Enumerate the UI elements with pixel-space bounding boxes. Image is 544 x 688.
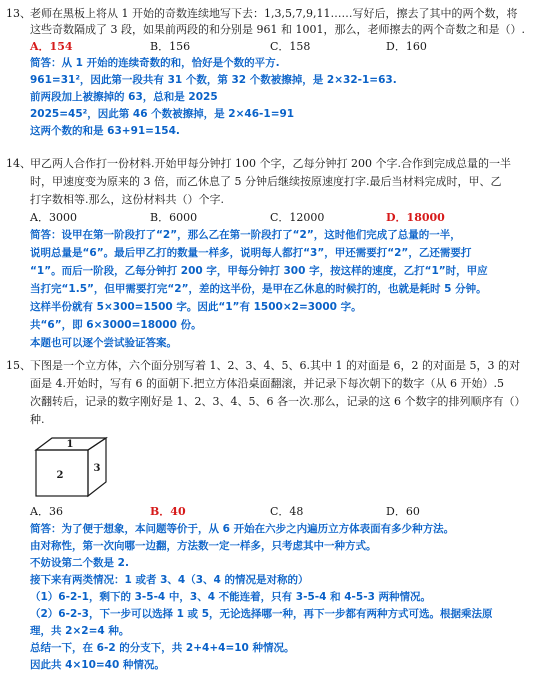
cube-right-label: 3 xyxy=(93,463,101,474)
option-c: C．158 xyxy=(270,40,311,53)
question-stem-line: 甲乙两人合作打一份材料.开始甲每分钟打 100 个字，乙每分钟打 200 个字.合作到完成总量的一半 xyxy=(30,157,511,170)
solution-line: 简答：从 1 开始的连续奇数的和，恰好是个数的平方. xyxy=(30,57,280,69)
solution-line: 不妨设第二个数是 2. xyxy=(30,557,129,569)
solution-line: 简答：设甲在第一阶段打了“2”，那么乙在第一阶段打了“2”，这时他们完成了总量的一半， xyxy=(30,229,461,241)
solution-line: （2）6-2-3，下一步可以选择 1 或 5，无论选择哪一种，再下一步都有两种方式可选。根据乘法原 xyxy=(30,608,493,620)
question-stem-line: 这些奇数隔成了 3 段，如果前两段的和分别是 961 和 1001，那么，老师擦去的两个奇数之和是（）. xyxy=(30,23,525,36)
solution-line: 总结一下，在 6-2 的分支下，共 2+4+4=10 种情况。 xyxy=(30,642,295,654)
question-stem-line: 时，甲速度变为原来的 3 倍，而乙休息了 5 分钟后继续按原速度打字.最后当材料完成时，甲、乙 xyxy=(30,175,502,188)
question-number: 14、 xyxy=(6,157,31,170)
option-a: A．36 xyxy=(30,505,63,518)
question-stem-line: 种. xyxy=(30,413,45,426)
cube-figure xyxy=(34,436,110,498)
solution-line: 本题也可以逐个尝试验证答案。 xyxy=(30,337,177,349)
option-b: B．6000 xyxy=(150,211,198,224)
solution-line: 前两段加上被擦掉的 63，总和是 2025 xyxy=(30,91,218,103)
option-d: D．60 xyxy=(386,505,420,518)
solution-line: 因此共 4×10=40 种情况。 xyxy=(30,659,165,671)
option-d: D．160 xyxy=(386,40,427,53)
cube-front-label: 2 xyxy=(56,470,64,481)
option-b: B．40 xyxy=(150,505,186,518)
question-stem-line: 下图是一个立方体，六个面分别写着 1、2、3、4、5、6.其中 1 的对面是 6，2 的对面是 5，3 的对 xyxy=(30,359,520,372)
question-stem-line: 面是 4.开始时，写有 6 的面朝下.把立方体沿桌面翻滚，并记录下每次朝下的数字（从 6 开始）.5 xyxy=(30,377,504,390)
solution-line: 2025=45²，因此第 46 个数被擦掉，是 2×46-1=91 xyxy=(30,108,295,120)
option-b: B．156 xyxy=(150,40,191,53)
solution-line: 理，共 2×2=4 种。 xyxy=(30,625,130,637)
solution-line: 这样半份就有 5×300=1500 字。因此“1”有 1500×2=3000 字。 xyxy=(30,301,362,313)
question-number: 13、 xyxy=(6,7,31,20)
solution-line: （1）6-2-1，剩下的 3-5-4 中，3、4 不能连着，只有 3-5-4 和 4-5-3 两种情况。 xyxy=(30,591,432,603)
solution-line: 接下来有两类情况：1 或者 3、4（3、4 的情况是对称的） xyxy=(30,574,309,586)
question-number: 15、 xyxy=(6,359,31,372)
solution-line: 961=31²，因此第一段共有 31 个数，第 32 个数被擦掉，是 2×32-1=63. xyxy=(30,74,397,86)
question-stem-line: 老师在黑板上将从 1 开始的奇数连续地写下去：1,3,5,7,9,11……写好后，擦去了其中的两个数，将 xyxy=(30,7,518,20)
question-stem-line: 打字数相等.那么，这份材料共（）个字. xyxy=(30,193,224,206)
solution-line: “1”。而后一阶段，乙每分钟打 200 字，甲每分钟打 300 字，按这样的速度，乙打“1”时，甲应 xyxy=(30,265,488,277)
option-c: C．48 xyxy=(270,505,304,518)
question-stem-line: 次翻转后，记录的数字刚好是 1、2、3、4、5、6 各一次.那么，记录的这 6 个数字的排列顺序有（） xyxy=(30,395,526,408)
solution-line: 共“6”，即 6×3000=18000 份。 xyxy=(30,319,202,331)
solution-line: 这两个数的和是 63+91=154. xyxy=(30,125,180,137)
option-c: C．12000 xyxy=(270,211,325,224)
solution-line: 说明总量是“6”。最后甲乙打的数量一样多，说明每人都打“3”，甲还需要打“2”，乙还需要打 xyxy=(30,247,472,259)
solution-line: 简答：为了便于想象，本问题等价于，从 6 开始在六步之内遍历立方体表面有多少种方法。 xyxy=(30,523,455,535)
solution-line: 由对称性，第一次向哪一边翻，方法数一定一样多，只考虑其中一种方式。 xyxy=(30,540,377,552)
cube-top-label: 1 xyxy=(66,439,74,450)
solution-line: 当打完“1.5”，但甲需要打完“2”，差的这半份，是甲在乙休息的时候打的，也就是耗时 5 分钟。 xyxy=(30,283,487,295)
option-a: A．154 xyxy=(30,40,73,53)
option-d: D．18000 xyxy=(386,211,445,224)
option-a: A．3000 xyxy=(30,211,77,224)
